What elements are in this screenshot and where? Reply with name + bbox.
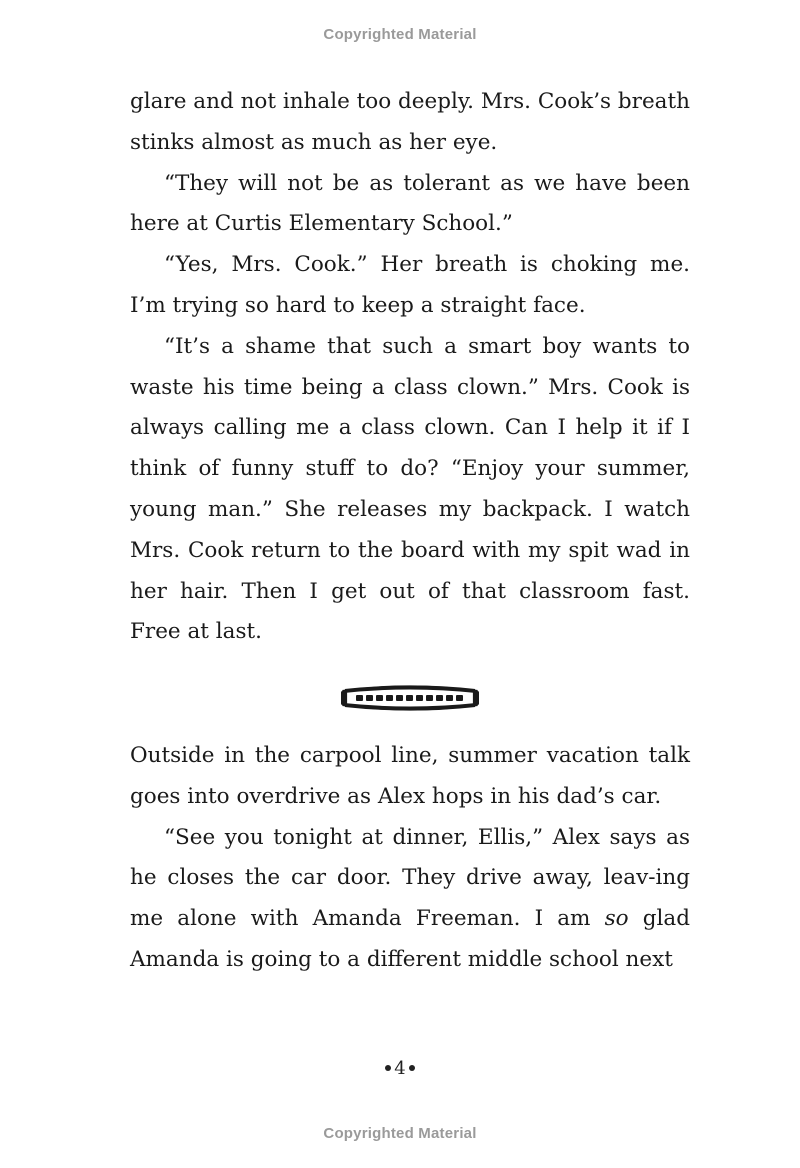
text-block-upper	[130, 82, 690, 653]
paragraph-text: glad Amanda is going to a different middle school next	[130, 906, 690, 972]
paragraph: “They will not be as tolerant as we have been here at Curtis Elementary School.”	[130, 170, 690, 237]
emphasis-text: so	[604, 906, 629, 932]
page-number	[0, 1058, 800, 1079]
paragraph: “Yes, Mrs. Cook.” Her breath is choking me. I’m trying so hard to keep a straight face.	[130, 252, 690, 318]
paragraph: Outside in the carpool line, summer vacation talk goes into overdrive as Alex hops in his dad’s car.	[130, 743, 690, 809]
harmonica-icon	[340, 680, 480, 716]
text-block-lower	[130, 736, 690, 981]
paragraph-text: “See you tonight at dinner, Ellis,” Alex says as he closes the car door. They drive away, leav-ing me alone with Amanda Freeman. I am	[130, 824, 690, 932]
paragraph	[130, 818, 690, 981]
bullet-dot-icon	[385, 1065, 391, 1071]
bullet-dot-icon	[409, 1065, 415, 1071]
paragraph: glare and not inhale too deeply. Mrs. Cook’s breath stinks almost as much as her eye.	[130, 89, 690, 155]
paragraph: “It’s a shame that such a smart boy wants to waste his time being a class clown.” Mrs. Cook is always calling me a class clown. Can I help it if I think of funny stuff to do? “Enjoy your summer, young man.” She releases my backpack. I watch Mrs. Cook return to the board with my spit wad in her hair. Then I get out of that classroom fast. Free at last.	[130, 333, 690, 645]
watermark-top: Copyrighted Material	[323, 26, 477, 43]
page-number-value: 4	[394, 1058, 406, 1079]
watermark-bottom: Copyrighted Material	[323, 1125, 477, 1142]
